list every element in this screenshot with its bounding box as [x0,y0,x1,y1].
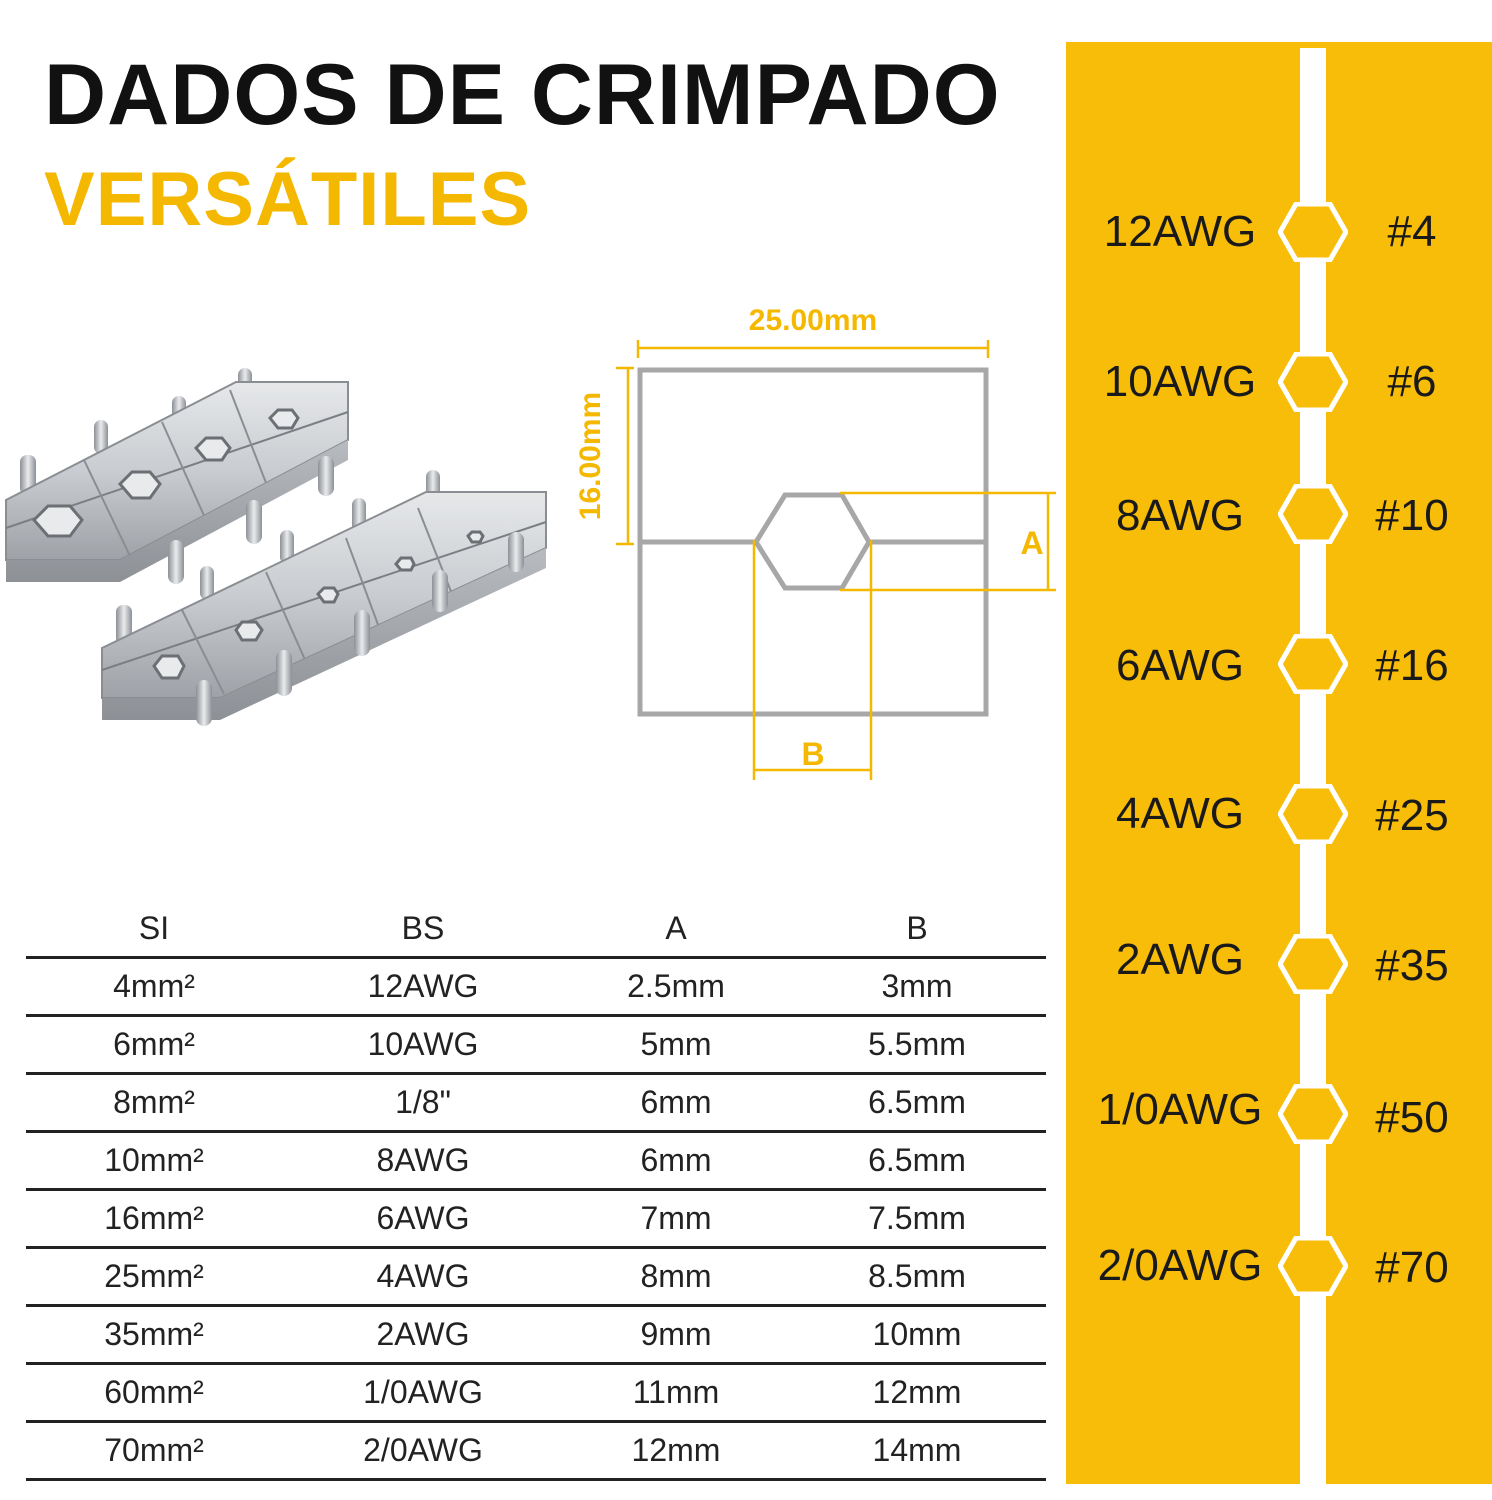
panel-num-label: #70 [1375,1243,1449,1292]
cell-si: 6mm² [113,1026,195,1062]
dimension-b-label: B [801,736,825,772]
hex-icon [1278,784,1348,844]
cell-bs: 4AWG [376,1258,470,1294]
table-row [26,1420,1046,1481]
cell-si: 35mm² [104,1316,204,1352]
cell-si: 70mm² [104,1432,204,1468]
panel-num-label: #4 [1387,207,1437,256]
panel-num-label: #6 [1387,357,1437,406]
die-dimension-diagram [560,290,1070,800]
panel-awg-label: 6AWG [1116,641,1244,690]
cell-a: 8mm [640,1258,712,1294]
panel-awg-label: 1/0AWG [1097,1085,1263,1134]
cell-si: 60mm² [104,1374,204,1410]
panel-num-label: #25 [1375,791,1449,840]
header-si: SI [138,909,170,946]
table-header [26,900,1046,956]
table-row [26,1246,1046,1304]
cell-si: 10mm² [104,1142,204,1178]
cell-a: 5mm [640,1026,712,1062]
panel-awg-label: 2AWG [1116,935,1244,984]
panel-num-label: #50 [1375,1093,1449,1142]
hex-icon [1278,352,1348,412]
header-a: A [665,909,687,946]
table-row [26,1014,1046,1072]
table-row [26,1304,1046,1362]
cell-b: 6.5mm [868,1142,966,1178]
cell-a: 9mm [640,1316,712,1352]
header-bs: BS [401,909,445,946]
table-row [26,1188,1046,1246]
cell-si: 4mm² [113,968,195,1004]
panel-awg-label: 10AWG [1103,357,1257,406]
width-dimension-label: 25.00mm [748,304,878,337]
die-set-upper [6,368,348,584]
cell-b: 12mm [872,1374,962,1410]
panel-num-label: #10 [1375,491,1449,540]
crimping-dies-image [0,360,560,780]
cell-b: 10mm [872,1316,962,1352]
page-title: DADOS DE CRIMPADO [44,47,1001,143]
panel-num-label: #16 [1375,641,1449,690]
hex-icon [1278,1084,1348,1144]
panel-awg-label: 12AWG [1103,207,1257,256]
cell-bs: 2/0AWG [363,1432,483,1468]
cell-b: 6.5mm [868,1084,966,1120]
hex-icon [1278,1236,1348,1296]
cell-bs: 8AWG [376,1142,470,1178]
cell-b: 14mm [872,1432,962,1468]
dimension-a-label: A [1020,525,1044,561]
cell-bs: 12AWG [367,968,479,1004]
cell-si: 25mm² [104,1258,204,1294]
hex-cavity [756,495,869,588]
cell-bs: 1/8" [395,1084,451,1120]
table-row [26,1130,1046,1188]
table-row [26,1362,1046,1420]
hex-icon [1278,934,1348,994]
cell-bs: 2AWG [376,1316,470,1352]
cell-b: 8.5mm [868,1258,966,1294]
cell-bs: 10AWG [367,1026,479,1062]
hex-icon [1278,202,1348,262]
panel-awg-label: 2/0AWG [1097,1241,1263,1290]
cell-a: 12mm [631,1432,721,1468]
panel-awg-label: 8AWG [1116,491,1244,540]
cell-b: 7.5mm [868,1200,966,1236]
cell-a: 2.5mm [627,968,725,1004]
cell-a: 7mm [640,1200,712,1236]
height-dimension-label: 16.00mm [574,391,607,521]
panel-num-label: #35 [1375,941,1449,990]
cell-bs: 6AWG [376,1200,470,1236]
table-row [26,956,1046,1014]
cell-bs: 1/0AWG [363,1374,483,1410]
cell-a: 11mm [632,1374,720,1410]
cell-a: 6mm [640,1142,712,1178]
cell-si: 16mm² [104,1200,204,1236]
page-subtitle: VERSÁTILES [44,157,532,242]
spec-table [26,900,1046,1481]
header-b: B [906,909,928,946]
cell-b: 3mm [881,968,953,1004]
hex-icon [1278,634,1348,694]
cell-si: 8mm² [113,1084,195,1120]
panel-awg-label: 4AWG [1116,789,1244,838]
cell-a: 6mm [640,1084,712,1120]
hex-icon [1278,484,1348,544]
cell-b: 5.5mm [868,1026,966,1062]
table-row [26,1072,1046,1130]
size-panel [1066,42,1492,1484]
